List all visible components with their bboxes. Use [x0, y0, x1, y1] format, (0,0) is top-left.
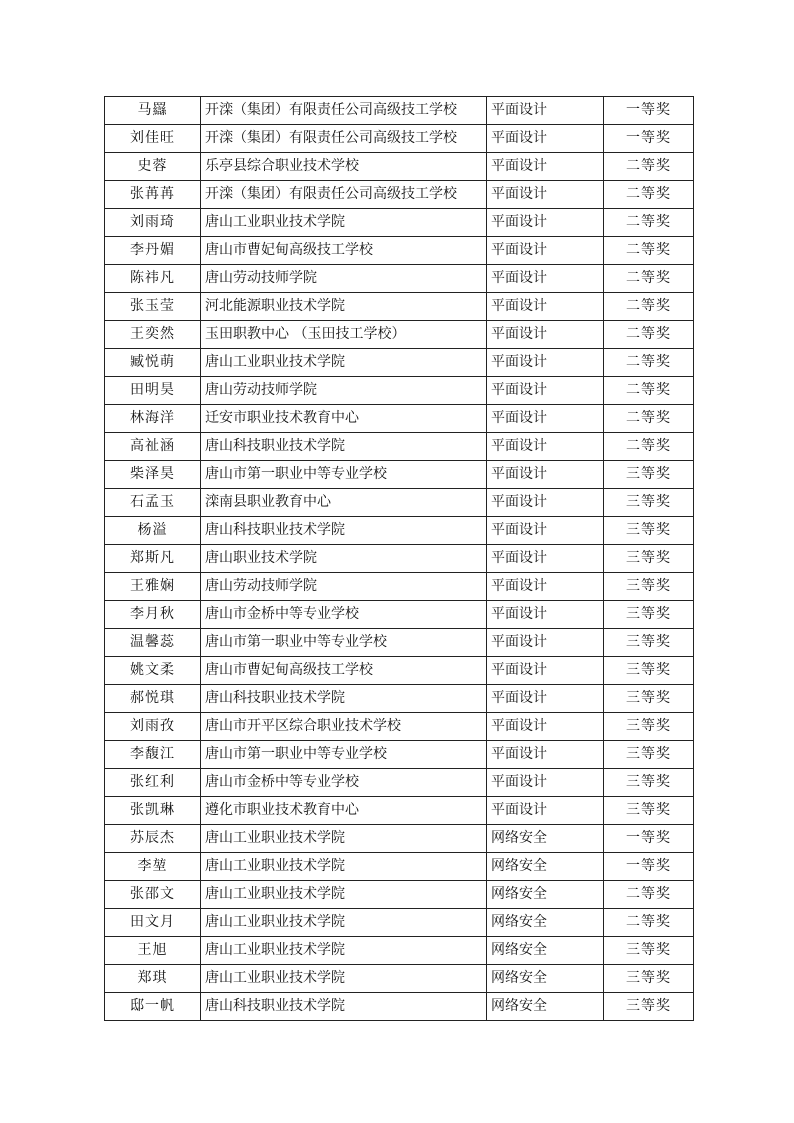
event-cell: 平面设计 — [487, 769, 604, 797]
table-row — [105, 489, 694, 517]
student-name-cell: 李丹媚 — [105, 237, 201, 265]
school-cell: 唐山工业职业技术学院 — [201, 209, 487, 237]
award-cell: 一等奖 — [604, 97, 694, 125]
event-cell: 网络安全 — [487, 909, 604, 937]
table-row — [105, 657, 694, 685]
school-cell: 唐山劳动技师学院 — [201, 377, 487, 405]
student-name-cell: 田文月 — [105, 909, 201, 937]
student-name-cell: 柴泽昊 — [105, 461, 201, 489]
table-row — [105, 293, 694, 321]
student-name-cell: 刘雨孜 — [105, 713, 201, 741]
student-name-cell: 张玉莹 — [105, 293, 201, 321]
event-cell: 平面设计 — [487, 265, 604, 293]
school-cell: 唐山劳动技师学院 — [201, 265, 487, 293]
table-row — [105, 265, 694, 293]
table-row — [105, 713, 694, 741]
event-cell: 平面设计 — [487, 685, 604, 713]
table-row — [105, 517, 694, 545]
student-name-cell: 张苒苒 — [105, 181, 201, 209]
award-cell: 三等奖 — [604, 517, 694, 545]
award-cell: 二等奖 — [604, 909, 694, 937]
student-name-cell: 郑斯凡 — [105, 545, 201, 573]
table-row — [105, 181, 694, 209]
school-cell: 唐山科技职业技术学院 — [201, 685, 487, 713]
table-row — [105, 685, 694, 713]
school-cell: 唐山市曹妃甸高级技工学校 — [201, 657, 487, 685]
award-cell: 三等奖 — [604, 573, 694, 601]
award-table — [104, 96, 694, 1021]
student-name-cell: 林海洋 — [105, 405, 201, 433]
school-cell: 唐山工业职业技术学院 — [201, 909, 487, 937]
event-cell: 平面设计 — [487, 237, 604, 265]
school-cell: 迁安市职业技术教育中心 — [201, 405, 487, 433]
student-name-cell: 史蓉 — [105, 153, 201, 181]
award-cell: 二等奖 — [604, 377, 694, 405]
school-cell: 河北能源职业技术学院 — [201, 293, 487, 321]
table-row — [105, 797, 694, 825]
table-row — [105, 237, 694, 265]
event-cell: 网络安全 — [487, 937, 604, 965]
event-cell: 平面设计 — [487, 181, 604, 209]
event-cell: 平面设计 — [487, 573, 604, 601]
event-cell: 网络安全 — [487, 853, 604, 881]
school-cell: 遵化市职业技术教育中心 — [201, 797, 487, 825]
event-cell: 平面设计 — [487, 741, 604, 769]
award-cell: 二等奖 — [604, 153, 694, 181]
award-cell: 三等奖 — [604, 685, 694, 713]
event-cell: 平面设计 — [487, 797, 604, 825]
student-name-cell: 刘佳旺 — [105, 125, 201, 153]
event-cell: 平面设计 — [487, 713, 604, 741]
table-row — [105, 405, 694, 433]
school-cell: 开滦（集团）有限责任公司高级技工学校 — [201, 125, 487, 153]
award-cell: 一等奖 — [604, 125, 694, 153]
student-name-cell: 石孟玉 — [105, 489, 201, 517]
student-name-cell: 田明昊 — [105, 377, 201, 405]
award-cell: 二等奖 — [604, 293, 694, 321]
table-row — [105, 629, 694, 657]
award-cell: 二等奖 — [604, 321, 694, 349]
student-name-cell: 王雅娴 — [105, 573, 201, 601]
award-cell: 二等奖 — [604, 349, 694, 377]
event-cell: 平面设计 — [487, 293, 604, 321]
table-row — [105, 993, 694, 1021]
school-cell: 唐山工业职业技术学院 — [201, 825, 487, 853]
table-row — [105, 321, 694, 349]
table-row — [105, 881, 694, 909]
school-cell: 玉田职教中心 （玉田技工学校） — [201, 321, 487, 349]
award-cell: 二等奖 — [604, 265, 694, 293]
event-cell: 平面设计 — [487, 433, 604, 461]
table-row — [105, 741, 694, 769]
event-cell: 平面设计 — [487, 125, 604, 153]
award-cell: 二等奖 — [604, 405, 694, 433]
table-row — [105, 545, 694, 573]
event-cell: 平面设计 — [487, 209, 604, 237]
school-cell: 唐山市第一职业中等专业学校 — [201, 461, 487, 489]
table-row — [105, 909, 694, 937]
student-name-cell: 郑琪 — [105, 965, 201, 993]
award-cell: 三等奖 — [604, 769, 694, 797]
student-name-cell: 杨溢 — [105, 517, 201, 545]
event-cell: 平面设计 — [487, 153, 604, 181]
student-name-cell: 刘雨琦 — [105, 209, 201, 237]
event-cell: 网络安全 — [487, 825, 604, 853]
student-name-cell: 李堃 — [105, 853, 201, 881]
award-cell: 三等奖 — [604, 657, 694, 685]
event-cell: 平面设计 — [487, 349, 604, 377]
table-row — [105, 965, 694, 993]
event-cell: 平面设计 — [487, 321, 604, 349]
student-name-cell: 马羉 — [105, 97, 201, 125]
school-cell: 唐山科技职业技术学院 — [201, 517, 487, 545]
award-cell: 三等奖 — [604, 489, 694, 517]
award-cell: 三等奖 — [604, 629, 694, 657]
school-cell: 乐亭县综合职业技术学校 — [201, 153, 487, 181]
award-cell: 三等奖 — [604, 965, 694, 993]
student-name-cell: 张凯琳 — [105, 797, 201, 825]
table-row — [105, 377, 694, 405]
award-cell: 一等奖 — [604, 825, 694, 853]
student-name-cell: 苏辰杰 — [105, 825, 201, 853]
table-row — [105, 769, 694, 797]
award-table-body — [105, 97, 694, 1021]
award-cell: 三等奖 — [604, 937, 694, 965]
school-cell: 开滦（集团）有限责任公司高级技工学校 — [201, 181, 487, 209]
student-name-cell: 李馥江 — [105, 741, 201, 769]
event-cell: 平面设计 — [487, 517, 604, 545]
table-row — [105, 153, 694, 181]
table-row — [105, 601, 694, 629]
student-name-cell: 陈祎凡 — [105, 265, 201, 293]
award-cell: 三等奖 — [604, 741, 694, 769]
award-cell: 一等奖 — [604, 853, 694, 881]
school-cell: 唐山市第一职业中等专业学校 — [201, 629, 487, 657]
school-cell: 唐山职业技术学院 — [201, 545, 487, 573]
event-cell: 网络安全 — [487, 993, 604, 1021]
event-cell: 平面设计 — [487, 97, 604, 125]
student-name-cell: 王奕然 — [105, 321, 201, 349]
table-row — [105, 461, 694, 489]
school-cell: 唐山劳动技师学院 — [201, 573, 487, 601]
event-cell: 平面设计 — [487, 629, 604, 657]
event-cell: 平面设计 — [487, 601, 604, 629]
school-cell: 唐山工业职业技术学院 — [201, 937, 487, 965]
student-name-cell: 张邵文 — [105, 881, 201, 909]
student-name-cell: 姚文柔 — [105, 657, 201, 685]
school-cell: 唐山市第一职业中等专业学校 — [201, 741, 487, 769]
event-cell: 平面设计 — [487, 489, 604, 517]
student-name-cell: 高祉涵 — [105, 433, 201, 461]
event-cell: 网络安全 — [487, 965, 604, 993]
award-cell: 三等奖 — [604, 993, 694, 1021]
student-name-cell: 郝悦琪 — [105, 685, 201, 713]
school-cell: 唐山工业职业技术学院 — [201, 965, 487, 993]
school-cell: 唐山科技职业技术学院 — [201, 433, 487, 461]
school-cell: 唐山工业职业技术学院 — [201, 881, 487, 909]
event-cell: 平面设计 — [487, 405, 604, 433]
table-row — [105, 125, 694, 153]
student-name-cell: 温馨蕊 — [105, 629, 201, 657]
award-cell: 三等奖 — [604, 601, 694, 629]
school-cell: 唐山科技职业技术学院 — [201, 993, 487, 1021]
school-cell: 唐山工业职业技术学院 — [201, 853, 487, 881]
school-cell: 唐山市金桥中等专业学校 — [201, 769, 487, 797]
student-name-cell: 邸一帆 — [105, 993, 201, 1021]
event-cell: 平面设计 — [487, 461, 604, 489]
table-row — [105, 573, 694, 601]
student-name-cell: 臧悦萌 — [105, 349, 201, 377]
award-cell: 二等奖 — [604, 237, 694, 265]
event-cell: 平面设计 — [487, 377, 604, 405]
event-cell: 平面设计 — [487, 545, 604, 573]
table-row — [105, 937, 694, 965]
student-name-cell: 王旭 — [105, 937, 201, 965]
award-cell: 二等奖 — [604, 181, 694, 209]
award-cell: 三等奖 — [604, 797, 694, 825]
award-cell: 三等奖 — [604, 545, 694, 573]
school-cell: 唐山市金桥中等专业学校 — [201, 601, 487, 629]
event-cell: 网络安全 — [487, 881, 604, 909]
school-cell: 唐山市曹妃甸高级技工学校 — [201, 237, 487, 265]
award-cell: 二等奖 — [604, 881, 694, 909]
student-name-cell: 张红利 — [105, 769, 201, 797]
school-cell: 滦南县职业教育中心 — [201, 489, 487, 517]
award-cell: 二等奖 — [604, 209, 694, 237]
school-cell: 唐山工业职业技术学院 — [201, 349, 487, 377]
award-cell: 三等奖 — [604, 713, 694, 741]
school-cell: 唐山市开平区综合职业技术学校 — [201, 713, 487, 741]
award-cell: 二等奖 — [604, 433, 694, 461]
table-row — [105, 97, 694, 125]
award-cell: 三等奖 — [604, 461, 694, 489]
table-row — [105, 349, 694, 377]
table-row — [105, 825, 694, 853]
school-cell: 开滦（集团）有限责任公司高级技工学校 — [201, 97, 487, 125]
event-cell: 平面设计 — [487, 657, 604, 685]
table-row — [105, 209, 694, 237]
table-row — [105, 853, 694, 881]
student-name-cell: 李月秋 — [105, 601, 201, 629]
table-row — [105, 433, 694, 461]
